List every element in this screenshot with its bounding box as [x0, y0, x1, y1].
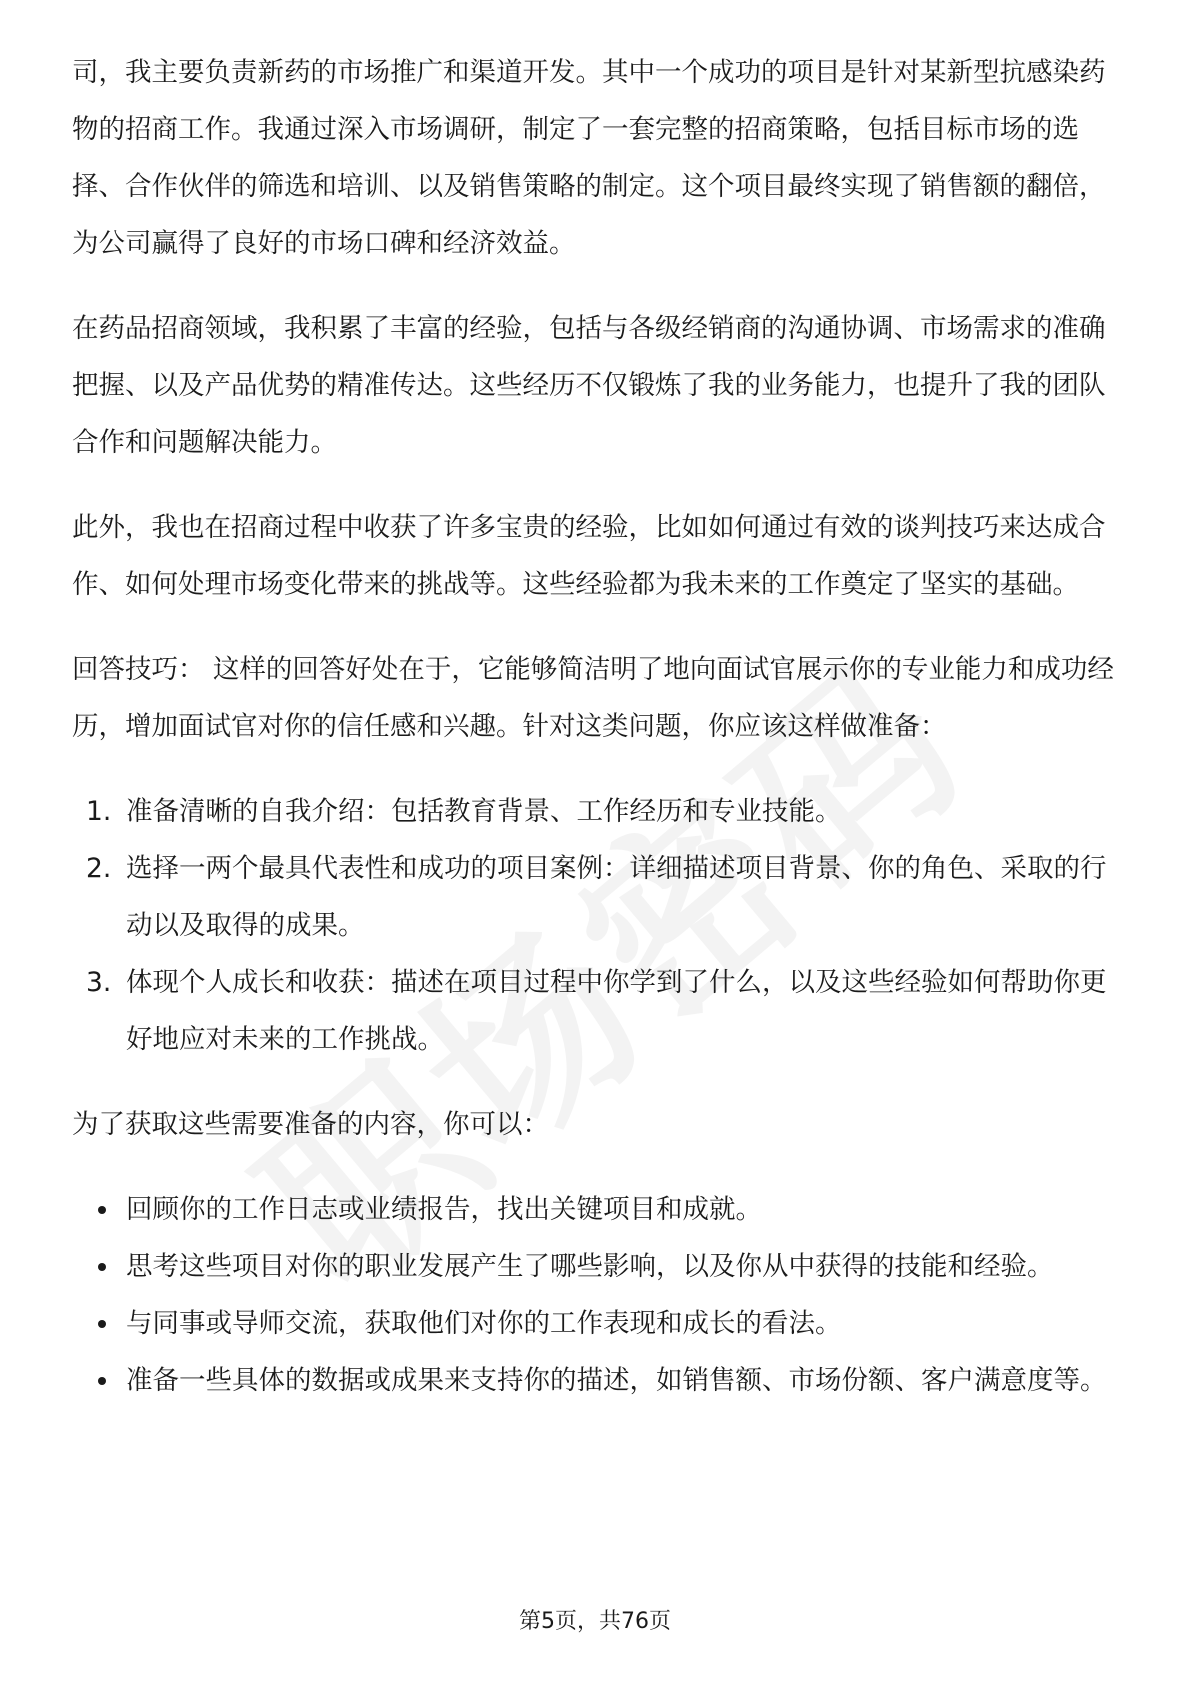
list-number: 1. — [86, 796, 112, 827]
list-item-text: 与同事或导师交流，获取他们对你的工作表现和成长的看法。 — [126, 1308, 842, 1339]
bullet-icon — [98, 1320, 106, 1328]
list-item-text: 选择一两个最具代表性和成功的项目案例：详细描述项目背景、你的角色、采取的行动以及取得的成果。 — [126, 853, 1107, 941]
list-item — [72, 1238, 1128, 1295]
paragraph-project-experience: 司，我主要负责新药的市场推广和渠道开发。其中一个成功的项目是针对某新型抗感染药物的招商工作。我通过深入市场调研，制定了一套完整的招商策略，包括目标市场的选择、合作伙伴的筛选和培训、以及销售策略的制定。这个项目最终实现了销售额的翻倍，为公司赢得了良好的市场口碑和经济效益。 — [72, 57, 1106, 259]
list-item — [72, 954, 1128, 1068]
list-item-text: 准备一些具体的数据或成果来支持你的描述，如销售额、市场份额、客户满意度等。 — [126, 1365, 1107, 1396]
paragraph-prep-intro: 为了获取这些需要准备的内容，你可以： — [72, 1109, 549, 1140]
paragraph-additional-experience: 此外，我也在招商过程中收获了许多宝贵的经验，比如如何通过有效的谈判技巧来达成合作、如何处理市场变化带来的挑战等。这些经验都为我未来的工作奠定了坚实的基础。 — [72, 512, 1106, 600]
list-number: 2. — [86, 853, 112, 884]
preparation-tips-list — [72, 1181, 1128, 1409]
list-item-text: 回顾你的工作日志或业绩报告，找出关键项目和成就。 — [126, 1194, 762, 1225]
list-item — [72, 1181, 1128, 1238]
paragraph-field-experience: 在药品招商领域，我积累了丰富的经验，包括与各级经销商的沟通协调、市场需求的准确把握、以及产品优势的精准传达。这些经历不仅锻炼了我的业务能力，也提升了我的团队合作和问题解决能力。 — [72, 313, 1106, 458]
list-item — [72, 840, 1128, 954]
list-item — [72, 783, 1128, 840]
list-item-text: 思考这些项目对你的职业发展产生了哪些影响，以及你从中获得的技能和经验。 — [126, 1251, 1054, 1282]
document-body — [72, 44, 1128, 1409]
list-item-text: 准备清晰的自我介绍：包括教育背景、工作经历和专业技能。 — [126, 796, 842, 827]
list-item — [72, 1295, 1128, 1352]
preparation-steps-list — [72, 783, 1128, 1068]
paragraph-answer-tips: 回答技巧： 这样的回答好处在于，它能够简洁明了地向面试官展示你的专业能力和成功经历，增加面试官对你的信任感和兴趣。针对这类问题，你应该这样做准备： — [72, 654, 1114, 742]
list-number: 3. — [86, 967, 112, 998]
list-item — [72, 1352, 1128, 1409]
list-item-text: 体现个人成长和收获：描述在项目过程中你学到了什么，以及这些经验如何帮助你更好地应对未来的工作挑战。 — [126, 967, 1107, 1055]
bullet-icon — [98, 1206, 106, 1214]
bullet-icon — [98, 1263, 106, 1271]
page-number-footer: 第5页，共76页 — [519, 1609, 671, 1634]
bullet-icon — [98, 1377, 106, 1385]
